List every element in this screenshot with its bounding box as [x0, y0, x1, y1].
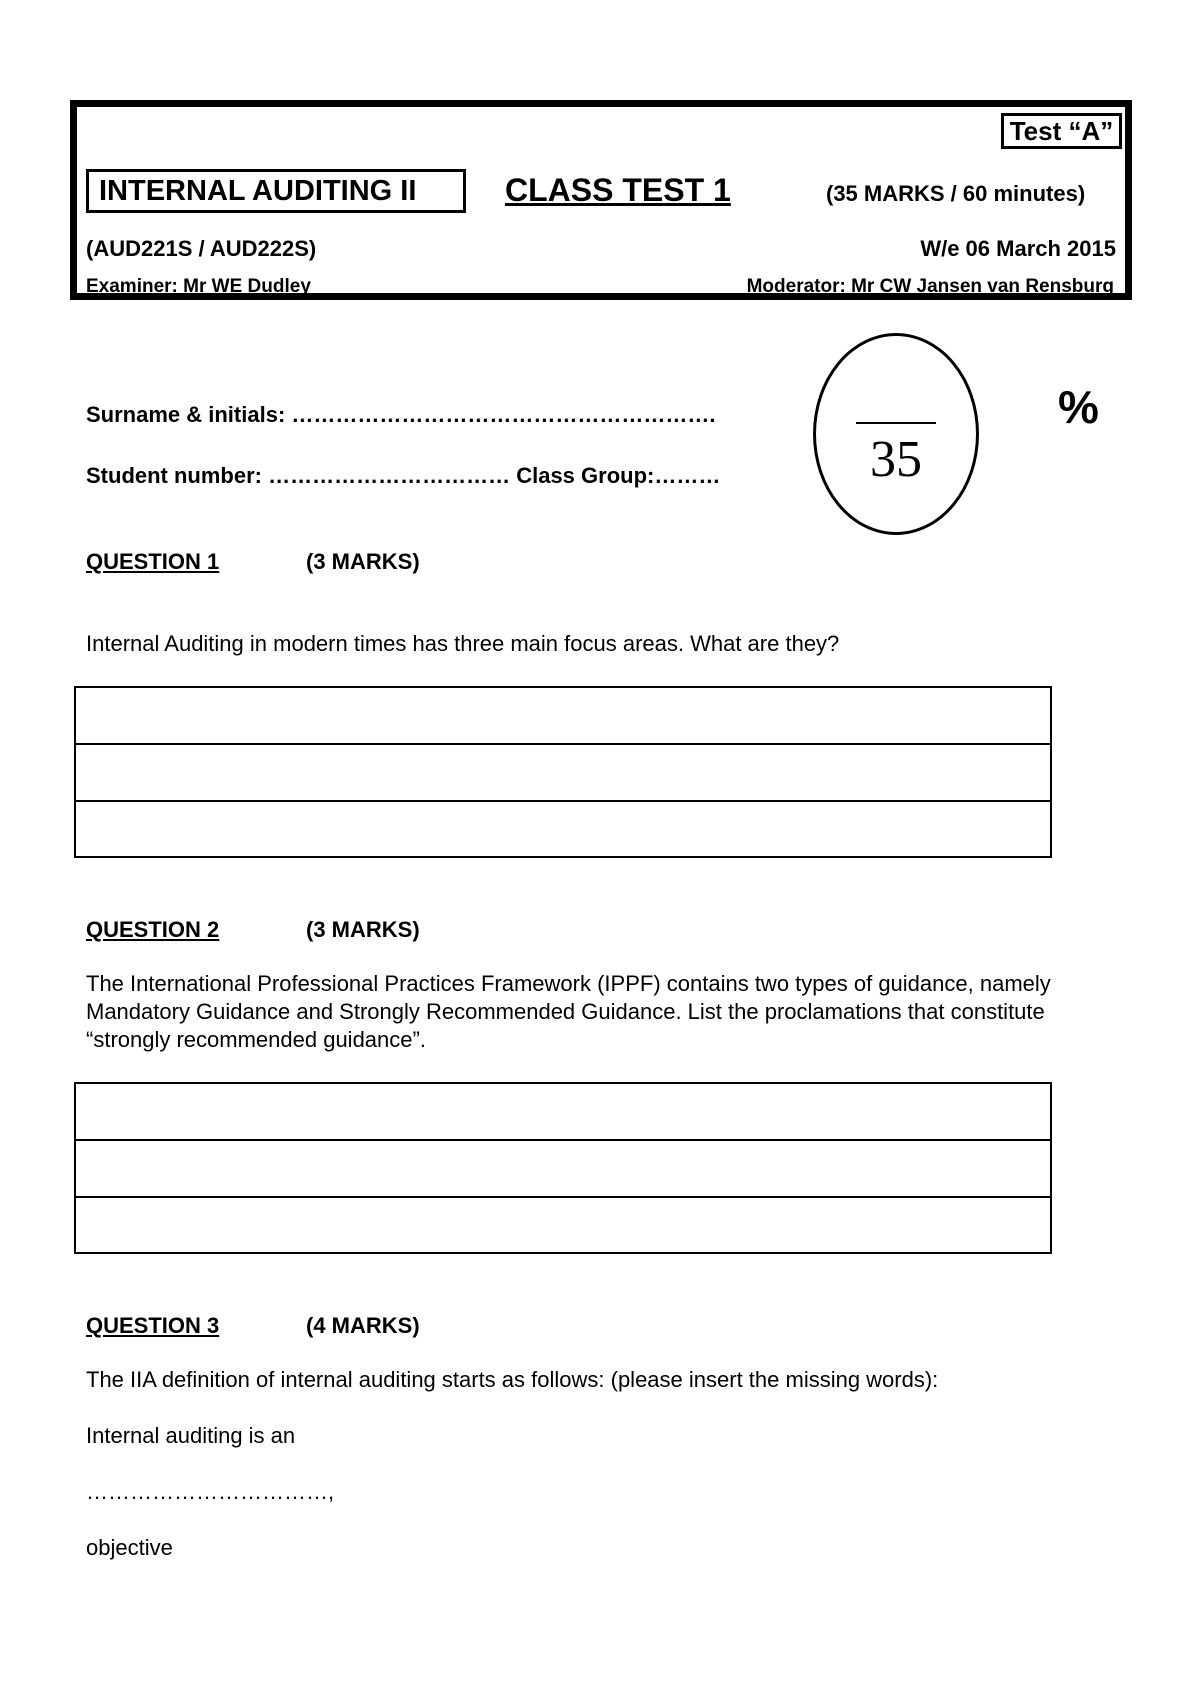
- question-3-text: The IIA definition of internal auditing starts as follows: (please insert the missing words):: [86, 1367, 939, 1392]
- question-3-marks: (4 MARKS): [306, 1313, 420, 1338]
- question-2-text: The International Professional Practices Framework (IPPF) contains two types of guidance, namely Mandatory Guidance and Strongly Recommended Guidance. List the proclamations that constitute “strongly recommended guidance”.: [86, 971, 1051, 1052]
- answer-line-2[interactable]: [76, 1141, 1050, 1198]
- answer-line-3[interactable]: [76, 1198, 1050, 1255]
- student-number-field[interactable]: Student number: …………………………… Class Group:………: [86, 463, 721, 488]
- question-1-marks: (3 MARKS): [306, 549, 420, 574]
- test-date: W/e 06 March 2015: [920, 236, 1116, 261]
- moderator: Moderator: Mr CW Jansen van Rensburg: [746, 276, 1114, 297]
- score-total: 35: [870, 431, 922, 488]
- question-2-title: QUESTION 2: [86, 917, 220, 942]
- marks-and-duration: (35 MARKS / 60 minutes): [826, 181, 1086, 206]
- answer-line-1[interactable]: [76, 688, 1050, 745]
- question-3-line-1: Internal auditing is an: [86, 1423, 296, 1448]
- question-2-answer-box: [74, 1082, 1052, 1254]
- percent-sign: %: [1058, 381, 1099, 433]
- surname-field[interactable]: Surname & initials: ………………………………………………….: [86, 402, 716, 427]
- question-3-blank-1[interactable]: ……………………………,: [86, 1479, 335, 1504]
- answer-line-3[interactable]: [76, 802, 1050, 859]
- test-version-label: Test “A”: [1001, 113, 1122, 149]
- score-blank-line[interactable]: [856, 422, 936, 424]
- course-codes: (AUD221S / AUD222S): [86, 236, 317, 261]
- test-title: CLASS TEST 1: [505, 172, 731, 208]
- answer-line-2[interactable]: [76, 745, 1050, 802]
- question-1-answer-box: [74, 686, 1052, 858]
- examiner: Examiner: Mr WE Dudley: [86, 276, 311, 297]
- answer-line-1[interactable]: [76, 1084, 1050, 1141]
- question-1-title: QUESTION 1: [86, 549, 220, 574]
- course-name: INTERNAL AUDITING II: [86, 169, 466, 213]
- question-1-text: Internal Auditing in modern times has three main focus areas. What are they?: [86, 631, 840, 656]
- question-2-marks: (3 MARKS): [306, 917, 420, 942]
- question-3-title: QUESTION 3: [86, 1313, 220, 1338]
- question-3-line-2: objective: [86, 1535, 173, 1560]
